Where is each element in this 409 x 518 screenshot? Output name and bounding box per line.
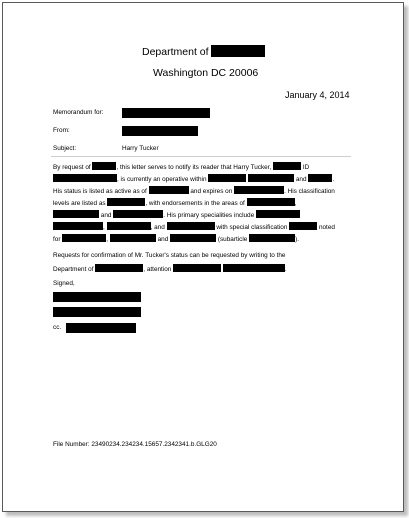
redaction xyxy=(113,210,163,218)
body-text: , and xyxy=(150,224,165,231)
redaction xyxy=(234,186,284,194)
body-line xyxy=(53,162,309,171)
body-line xyxy=(53,186,335,195)
redaction xyxy=(223,264,285,272)
city-line: Washington DC 20006 xyxy=(153,67,259,79)
body-text: and xyxy=(157,236,169,243)
body-text: , xyxy=(103,224,105,231)
body-text: , attention xyxy=(143,266,172,273)
body-text: Department of xyxy=(53,266,94,273)
redaction xyxy=(62,234,109,243)
redaction xyxy=(273,162,301,170)
redaction xyxy=(248,174,294,182)
redaction xyxy=(247,198,295,206)
redaction xyxy=(107,198,145,206)
redaction xyxy=(53,307,141,317)
redaction xyxy=(149,186,189,194)
redaction xyxy=(249,234,295,242)
redaction xyxy=(256,210,300,218)
body-line xyxy=(53,234,299,243)
redaction xyxy=(53,222,103,230)
cc-label: cc. xyxy=(53,324,62,331)
subject-label: Subject: xyxy=(53,145,77,152)
body-text: levels are listed as xyxy=(53,200,106,207)
signed-label: Signed, xyxy=(53,280,75,287)
body-text: , with endorsements in the areas of xyxy=(145,200,245,207)
redaction xyxy=(170,234,216,242)
body-text: . His primary specialities include xyxy=(163,212,255,219)
body-text: His status is listed as active as of xyxy=(53,188,147,195)
body-line xyxy=(53,174,334,183)
from-label: From: xyxy=(53,127,70,134)
body-line xyxy=(53,222,335,231)
redaction xyxy=(53,174,117,182)
subject-value: Harry Tucker xyxy=(122,145,159,152)
body-text: ID xyxy=(302,164,310,171)
body-text: (subarticle xyxy=(217,236,248,243)
redaction xyxy=(122,108,210,118)
body-text: ). xyxy=(295,236,299,243)
body-text: Requests for confirmation of Mr. Tucker's status can be requested by writing to the xyxy=(53,252,286,259)
redaction xyxy=(107,222,151,230)
redaction xyxy=(66,323,136,333)
redaction xyxy=(167,222,215,230)
body-text: By request of xyxy=(53,164,91,171)
body-text: with special classification xyxy=(216,224,288,231)
redaction xyxy=(208,174,246,182)
memorandum-for-label: Memorandum for: xyxy=(53,109,104,116)
file-number: File Number: 23490234.234234.15657.2342341.b.GLG20 xyxy=(53,441,217,448)
body-text: and expires on xyxy=(190,188,233,195)
redaction xyxy=(308,174,335,183)
body-text: and xyxy=(295,176,307,183)
body-line xyxy=(53,198,296,207)
body-line xyxy=(53,252,285,259)
body-text: . xyxy=(284,266,287,273)
letter-date: January 4, 2014 xyxy=(285,90,350,100)
body-text: , this letter serves to notify its reader that Harry Tucker, xyxy=(116,164,272,171)
body-line xyxy=(53,210,300,219)
redaction xyxy=(110,234,156,242)
redaction xyxy=(95,264,143,272)
body-text: noted xyxy=(318,224,335,231)
redaction xyxy=(53,210,99,218)
body-text: and xyxy=(100,212,112,219)
redaction xyxy=(122,126,198,136)
redaction xyxy=(92,162,116,170)
body-line xyxy=(53,264,287,273)
body-text: , xyxy=(106,236,109,243)
department-heading xyxy=(142,45,265,58)
body-text: , is currently an operative within xyxy=(117,176,207,183)
document-page xyxy=(2,2,404,512)
redaction xyxy=(211,45,265,57)
redaction xyxy=(289,222,317,230)
department-label: Department of xyxy=(142,46,209,58)
body-text: . xyxy=(332,176,335,183)
body-text: . His classification xyxy=(284,188,335,195)
divider xyxy=(51,156,351,157)
body-text: for xyxy=(53,236,61,243)
redaction xyxy=(173,264,221,272)
redaction xyxy=(53,292,141,302)
body-text: , xyxy=(294,200,297,207)
